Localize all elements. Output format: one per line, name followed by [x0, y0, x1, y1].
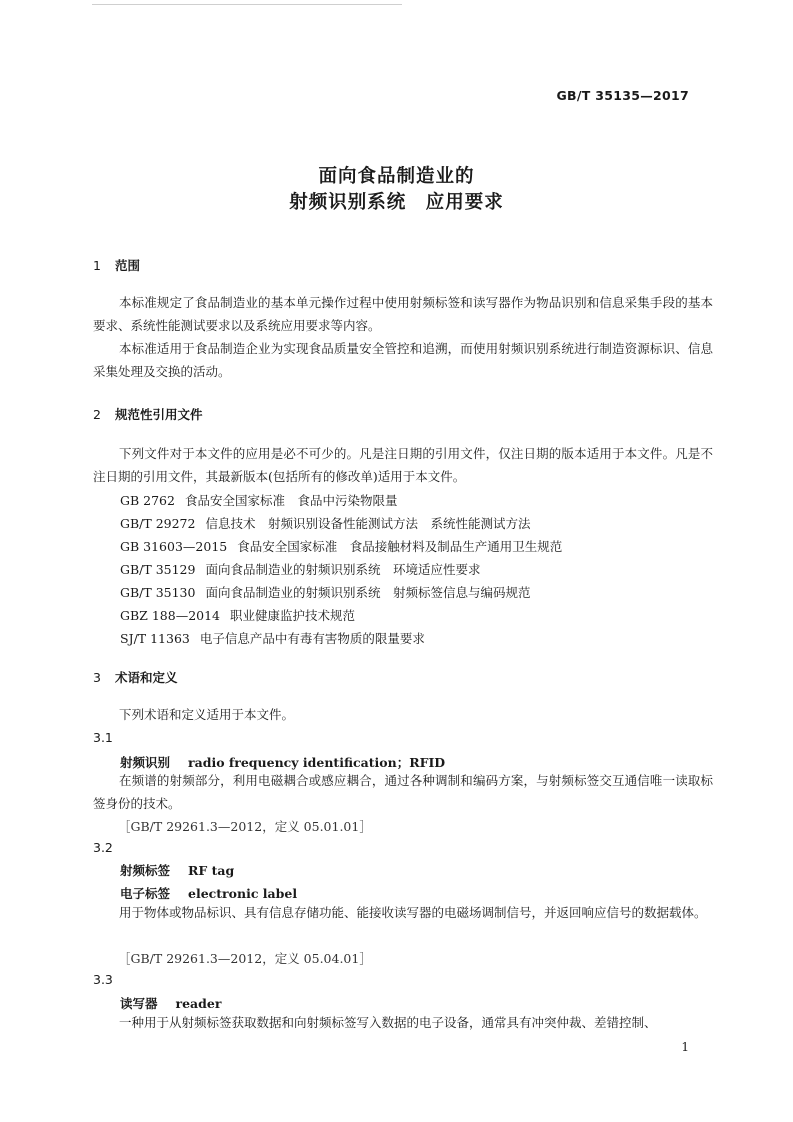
reference-code: GBZ 188—2014 — [120, 608, 220, 623]
term-name-zh: 射频标签 — [120, 863, 171, 878]
document-title-line2: 射频识别系统 应用要求 — [289, 192, 504, 213]
section-title: 规范性引用文件 — [115, 407, 203, 422]
reference-title: 信息技术 射频识别设备性能测试方法 系统性能测试方法 — [205, 516, 531, 531]
term-definition: 用于物体或物品标识、具有信息存储功能、能接收读写器的电磁场调制信号，并返回响应信号的数据载体。 — [119, 905, 707, 920]
term-name-zh: 读写器 — [120, 996, 158, 1011]
reference-item — [120, 537, 562, 555]
reference-title: 食品安全国家标准 食品接触材料及制品生产通用卫生规范 — [237, 539, 563, 554]
term-name — [120, 884, 297, 902]
section-title: 术语和定义 — [115, 670, 178, 685]
section-number: 1 — [93, 258, 101, 273]
term-number: 3.2 — [93, 840, 113, 855]
term-name-zh: 射频识别 — [120, 755, 171, 770]
reference-title: 职业健康监护技术规范 — [230, 608, 356, 623]
reference-item — [120, 583, 530, 601]
reference-item — [120, 606, 355, 624]
reference-code: GB 31603—2015 — [120, 539, 228, 554]
section-title: 范围 — [115, 258, 141, 273]
scan-edge-line — [92, 4, 402, 5]
section-number: 3 — [93, 670, 101, 685]
term-number: 3.3 — [93, 972, 113, 987]
section-2-intro: 下列文件对于本文件的应用是必不可少的。凡是注日期的引用文件，仅注日期的版本适用于本文件。凡是不注日期的引用文件，其最新版本(包括所有的修改单)适用于本文件。 — [93, 446, 713, 484]
reference-title: 食品安全国家标准 食品中污染物限量 — [184, 493, 398, 508]
standard-code: GB/T 35135—2017 — [556, 88, 689, 103]
section-1-paragraph-2: 本标准适用于食品制造企业为实现食品质量安全管控和追溯，而使用射频识别系统进行制造资源标识、信息采集处理及交换的活动。 — [93, 341, 713, 379]
term-source: ［GB/T 29261.3—2012，定义 05.01.01］ — [118, 819, 372, 834]
term-name-en: RF tag — [188, 863, 235, 878]
document-title-line1: 面向食品制造业的 — [318, 166, 475, 187]
reference-item — [120, 491, 397, 509]
reference-title: 电子信息产品中有毒有害物质的限量要求 — [199, 631, 425, 646]
term-name — [120, 994, 221, 1012]
page-number: 1 — [681, 1040, 689, 1054]
term-source: ［GB/T 29261.3—2012，定义 05.04.01］ — [118, 951, 372, 966]
term-name — [120, 861, 234, 879]
reference-item — [120, 514, 530, 532]
term-name-en: electronic label — [188, 886, 298, 901]
reference-code: SJ/T 11363 — [120, 631, 190, 646]
section-3-heading — [93, 668, 178, 686]
section-3-intro: 下列术语和定义适用于本文件。 — [119, 707, 295, 722]
term-name-en: radio frequency identification；RFID — [188, 755, 446, 770]
section-1-paragraph-1: 本标准规定了食品制造业的基本单元操作过程中使用射频标签和读写器作为物品识别和信息采集手段的基本要求、系统性能测试要求以及系统应用要求等内容。 — [93, 295, 713, 333]
term-name-en: reader — [175, 996, 222, 1011]
reference-item — [120, 560, 480, 578]
term-name-zh: 电子标签 — [120, 886, 171, 901]
reference-title: 面向食品制造业的射频识别系统 射频标签信息与编码规范 — [205, 585, 531, 600]
term-number: 3.1 — [93, 730, 113, 745]
term-definition: 在频谱的射频部分，利用电磁耦合或感应耦合，通过各种调制和编码方案，与射频标签交互通信唯一读取标签身份的技术。 — [93, 773, 713, 811]
reference-title: 面向食品制造业的射频识别系统 环境适应性要求 — [205, 562, 481, 577]
section-number: 2 — [93, 407, 101, 422]
reference-item — [120, 629, 425, 647]
reference-code: GB/T 35130 — [120, 585, 196, 600]
reference-code: GB/T 35129 — [120, 562, 196, 577]
reference-code: GB 2762 — [120, 493, 175, 508]
term-definition: 一种用于从射频标签获取数据和向射频标签写入数据的电子设备，通常具有冲突仲裁、差错控制、 — [119, 1015, 657, 1030]
section-1-heading — [93, 256, 140, 274]
reference-code: GB/T 29272 — [120, 516, 196, 531]
section-2-heading — [93, 405, 203, 423]
